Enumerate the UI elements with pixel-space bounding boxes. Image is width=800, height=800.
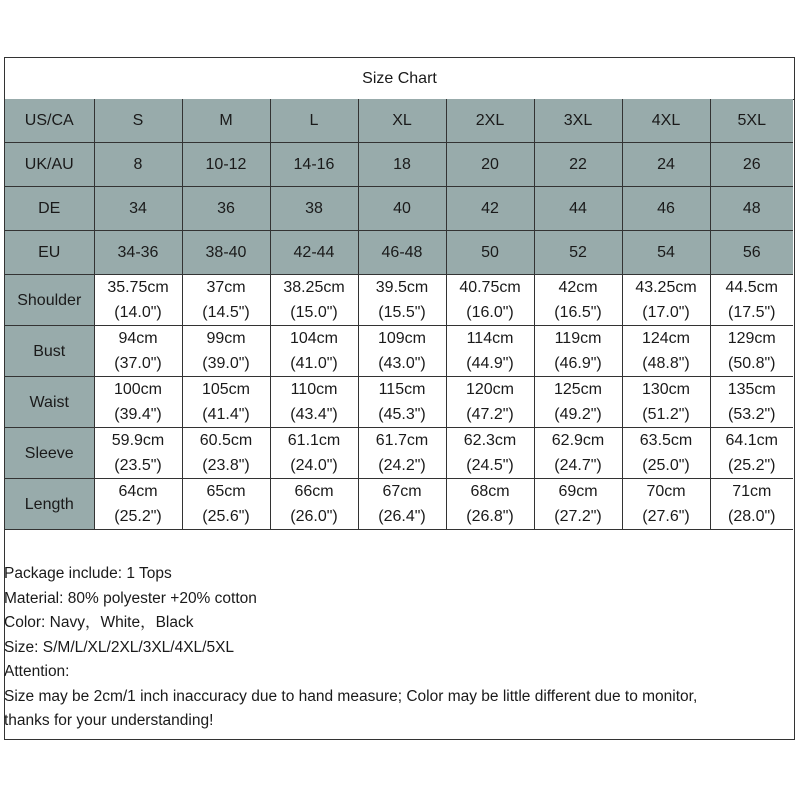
cm-value: 43.25cm [635,279,697,296]
cm-value: 37cm [206,279,246,296]
inch-value: (47.2") [466,406,514,423]
measurement-cell [182,428,270,479]
size-cell: 38-40 [182,231,270,275]
size-cell: XL [358,99,446,143]
size-cell: 38 [270,187,358,231]
cm-value: 70cm [646,483,686,500]
size-cell: 48 [710,187,793,231]
cm-value: 114cm [466,330,514,347]
inch-value: (51.2") [642,406,690,423]
cm-value: 38.25cm [283,279,345,296]
note-attention-heading: Attention: [4,663,70,680]
cm-value: 135cm [727,381,776,398]
inch-value: (27.6") [642,508,690,525]
cm-value: 130cm [641,381,691,398]
measurement-cell [534,326,622,377]
size-cell: 54 [622,231,710,275]
inch-value: (48.8") [642,355,690,372]
cm-value: 61.7cm [375,432,429,449]
inch-value: (46.9") [554,355,602,372]
row-label: DE [5,187,94,231]
inch-value: (44.9") [466,355,514,372]
inch-value: (23.5") [114,457,162,474]
size-cell: 42 [446,187,534,231]
size-cell: 42-44 [270,231,358,275]
measurement-cell [94,377,182,428]
measurement-cell [622,377,710,428]
cm-value: 66cm [294,483,334,500]
inch-value: (53.2") [728,406,776,423]
row-label: Sleeve [5,428,94,479]
cm-value: 120cm [465,381,515,398]
inch-value: (23.8") [202,457,250,474]
measurement-cell [710,275,793,326]
measurement-cell [182,326,270,377]
measurement-cell [534,377,622,428]
measurement-cell [182,479,270,530]
size-cell: 22 [534,143,622,187]
size-cell: 4XL [622,99,710,143]
measurement-cell [710,377,793,428]
size-cell: 5XL [710,99,793,143]
inch-value: (26.4") [378,508,426,525]
cm-value: 63.5cm [639,432,693,449]
size-row-eu [5,231,793,275]
inch-value: (16.5") [554,304,602,321]
cm-value: 65cm [206,483,246,500]
cm-value: 124cm [641,330,691,347]
inch-value: (27.2") [554,508,602,525]
inch-value: (28.0") [728,508,776,525]
cm-value: 64cm [118,483,158,500]
note-package: Package include: 1 Tops [4,565,172,582]
measurement-cell [270,326,358,377]
inch-value: (24.7") [554,457,602,474]
measurement-cell [622,326,710,377]
cm-value: 104cm [289,330,339,347]
size-cell: 24 [622,143,710,187]
measurement-cell [358,479,446,530]
row-label: Length [5,479,94,530]
cm-value: 35.75cm [107,279,169,296]
measurement-cell [94,326,182,377]
measurement-cell [358,428,446,479]
cm-value: 109cm [377,330,427,347]
size-cell: 2XL [446,99,534,143]
measurement-cell [270,275,358,326]
row-label: Shoulder [5,275,94,326]
size-cell: 40 [358,187,446,231]
note-color: Color: Navy，White，Black [4,614,194,631]
cm-value: 62.9cm [551,432,605,449]
inch-value: (26.0") [290,508,338,525]
measurement-cell [446,479,534,530]
measurement-cell [358,377,446,428]
measurement-row-bust [5,326,793,377]
cm-value: 125cm [553,381,603,398]
cm-value: 100cm [113,381,163,398]
cm-value: 62.3cm [463,432,517,449]
size-chart-title: Size Chart [5,58,794,100]
cm-value: 39.5cm [375,279,429,296]
size-chart-body [5,99,793,530]
cm-value: 40.75cm [459,279,521,296]
size-cell: 26 [710,143,793,187]
inch-value: (41.4") [202,406,250,423]
cm-value: 61.1cm [287,432,341,449]
measurement-cell [622,275,710,326]
cm-value: 71cm [732,483,772,500]
note-attention-text: Size may be 2cm/1 inch inaccuracy due to hand measure; Color may be little different due to monitor, [4,687,698,705]
measurement-cell [270,377,358,428]
size-row-de [5,187,793,231]
inch-value: (17.0") [642,304,690,321]
size-cell: 14-16 [270,143,358,187]
size-cell: M [182,99,270,143]
note-material: Material: 80% polyester +20% cotton [4,589,257,607]
cm-value: 105cm [201,381,251,398]
inch-value: (25.2") [114,508,162,525]
size-cell: 50 [446,231,534,275]
measurement-cell [270,479,358,530]
size-cell: 10-12 [182,143,270,187]
size-cell: 46 [622,187,710,231]
measurement-cell [534,479,622,530]
inch-value: (25.0") [642,457,690,474]
inch-value: (24.0") [290,457,338,474]
measurement-cell [446,275,534,326]
cm-value: 44.5cm [725,279,778,296]
inch-value: (25.2") [728,457,776,474]
measurement-cell [622,428,710,479]
size-cell: 8 [94,143,182,187]
measurement-cell [182,377,270,428]
note-size: Size: S/M/L/XL/2XL/3XL/4XL/5XL [4,638,235,656]
cm-value: 129cm [727,330,776,347]
size-row-us-ca [5,99,793,143]
inch-value: (43.0") [378,355,426,372]
measurement-row-shoulder [5,275,793,326]
measurement-cell [710,326,793,377]
measurement-cell [94,275,182,326]
inch-value: (17.5") [728,304,776,321]
row-label: Bust [5,326,94,377]
row-label: US/CA [5,99,94,143]
measurement-cell [710,428,793,479]
size-row-uk-au [5,143,793,187]
inch-value: (15.0") [290,304,338,321]
inch-value: (16.0") [466,304,514,321]
inch-value: (14.0") [114,304,162,321]
size-cell: 56 [710,231,793,275]
cm-value: 119cm [554,330,602,347]
measurement-cell [446,377,534,428]
measurement-row-sleeve [5,428,793,479]
note-thanks: thanks for your understanding! [4,712,214,729]
size-cell: L [270,99,358,143]
measurement-cell [446,326,534,377]
cm-value: 115cm [378,381,426,398]
inch-value: (41.0") [290,355,338,372]
measurement-cell [358,275,446,326]
size-cell: 52 [534,231,622,275]
inch-value: (25.6") [202,508,250,525]
inch-value: (15.5") [378,304,426,321]
row-label: Waist [5,377,94,428]
measurement-cell [622,479,710,530]
size-cell: 3XL [534,99,622,143]
cm-value: 42cm [558,279,598,296]
cm-value: 68cm [470,483,510,500]
size-cell: 20 [446,143,534,187]
size-cell: 36 [182,187,270,231]
measurement-cell [446,428,534,479]
measurement-cell [270,428,358,479]
row-label: UK/AU [5,143,94,187]
size-cell: 46-48 [358,231,446,275]
cm-value: 110cm [290,381,338,398]
size-cell: 44 [534,187,622,231]
size-cell: 34 [94,187,182,231]
cm-value: 60.5cm [199,432,253,449]
inch-value: (39.0") [202,355,250,372]
measurement-row-length [5,479,793,530]
row-label: EU [5,231,94,275]
cm-value: 67cm [382,483,422,500]
measurement-cell [182,275,270,326]
size-cell: S [94,99,182,143]
measurement-cell [534,428,622,479]
inch-value: (14.5") [202,304,250,321]
inch-value: (39.4") [114,406,162,423]
measurement-cell [94,428,182,479]
cm-value: 59.9cm [111,432,165,449]
inch-value: (49.2") [554,406,602,423]
measurement-cell [94,479,182,530]
inch-value: (24.2") [378,457,426,474]
inch-value: (37.0") [114,355,162,372]
product-notes [4,562,794,734]
size-cell: 34-36 [94,231,182,275]
cm-value: 69cm [558,483,598,500]
inch-value: (45.3") [378,406,426,423]
cm-value: 99cm [206,330,246,347]
inch-value: (50.8") [728,355,776,372]
inch-value: (26.8") [466,508,514,525]
measurement-row-waist [5,377,793,428]
cm-value: 94cm [118,330,158,347]
size-chart-table [5,99,793,530]
inch-value: (24.5") [466,457,514,474]
measurement-cell [358,326,446,377]
size-cell: 18 [358,143,446,187]
measurement-cell [534,275,622,326]
measurement-cell [710,479,793,530]
cm-value: 64.1cm [725,432,778,449]
inch-value: (43.4") [290,406,338,423]
